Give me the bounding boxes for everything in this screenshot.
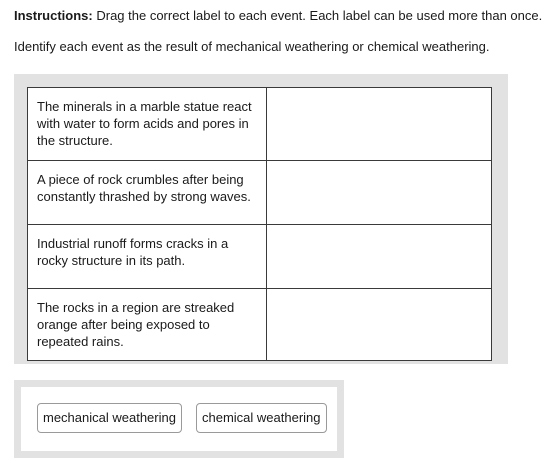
table-row xyxy=(28,289,492,361)
table-row xyxy=(28,225,492,289)
event-cell: The rocks in a region are streaked orange after being exposed to repeated rains. xyxy=(28,289,267,361)
table-row xyxy=(28,88,492,161)
table-row xyxy=(28,161,492,225)
event-cell: The minerals in a marble statue react with water to form acids and pores in the structure. xyxy=(28,88,267,161)
drop-zone[interactable] xyxy=(266,88,492,161)
instructions-heading: Instructions: xyxy=(14,8,93,23)
drop-zone[interactable] xyxy=(266,289,492,361)
question-prompt: Identify each event as the result of mechanical weathering or chemical weathering. xyxy=(14,39,490,54)
event-cell: A piece of rock crumbles after being constantly thrashed by strong waves. xyxy=(28,161,267,225)
label-bank xyxy=(14,380,344,458)
event-cell: Industrial runoff forms cracks in a rocky structure in its path. xyxy=(28,225,267,289)
mechanical-weathering-label[interactable]: mechanical weathering xyxy=(37,403,182,433)
instructions-text: Drag the correct label to each event. Each label can be used more than once. xyxy=(92,8,543,23)
label-bank-inner xyxy=(21,387,337,451)
matching-table-frame xyxy=(14,74,508,364)
matching-table xyxy=(27,87,492,361)
instructions xyxy=(14,8,542,24)
drop-zone[interactable] xyxy=(266,161,492,225)
chemical-weathering-label[interactable]: chemical weathering xyxy=(196,403,327,433)
drop-zone[interactable] xyxy=(266,225,492,289)
